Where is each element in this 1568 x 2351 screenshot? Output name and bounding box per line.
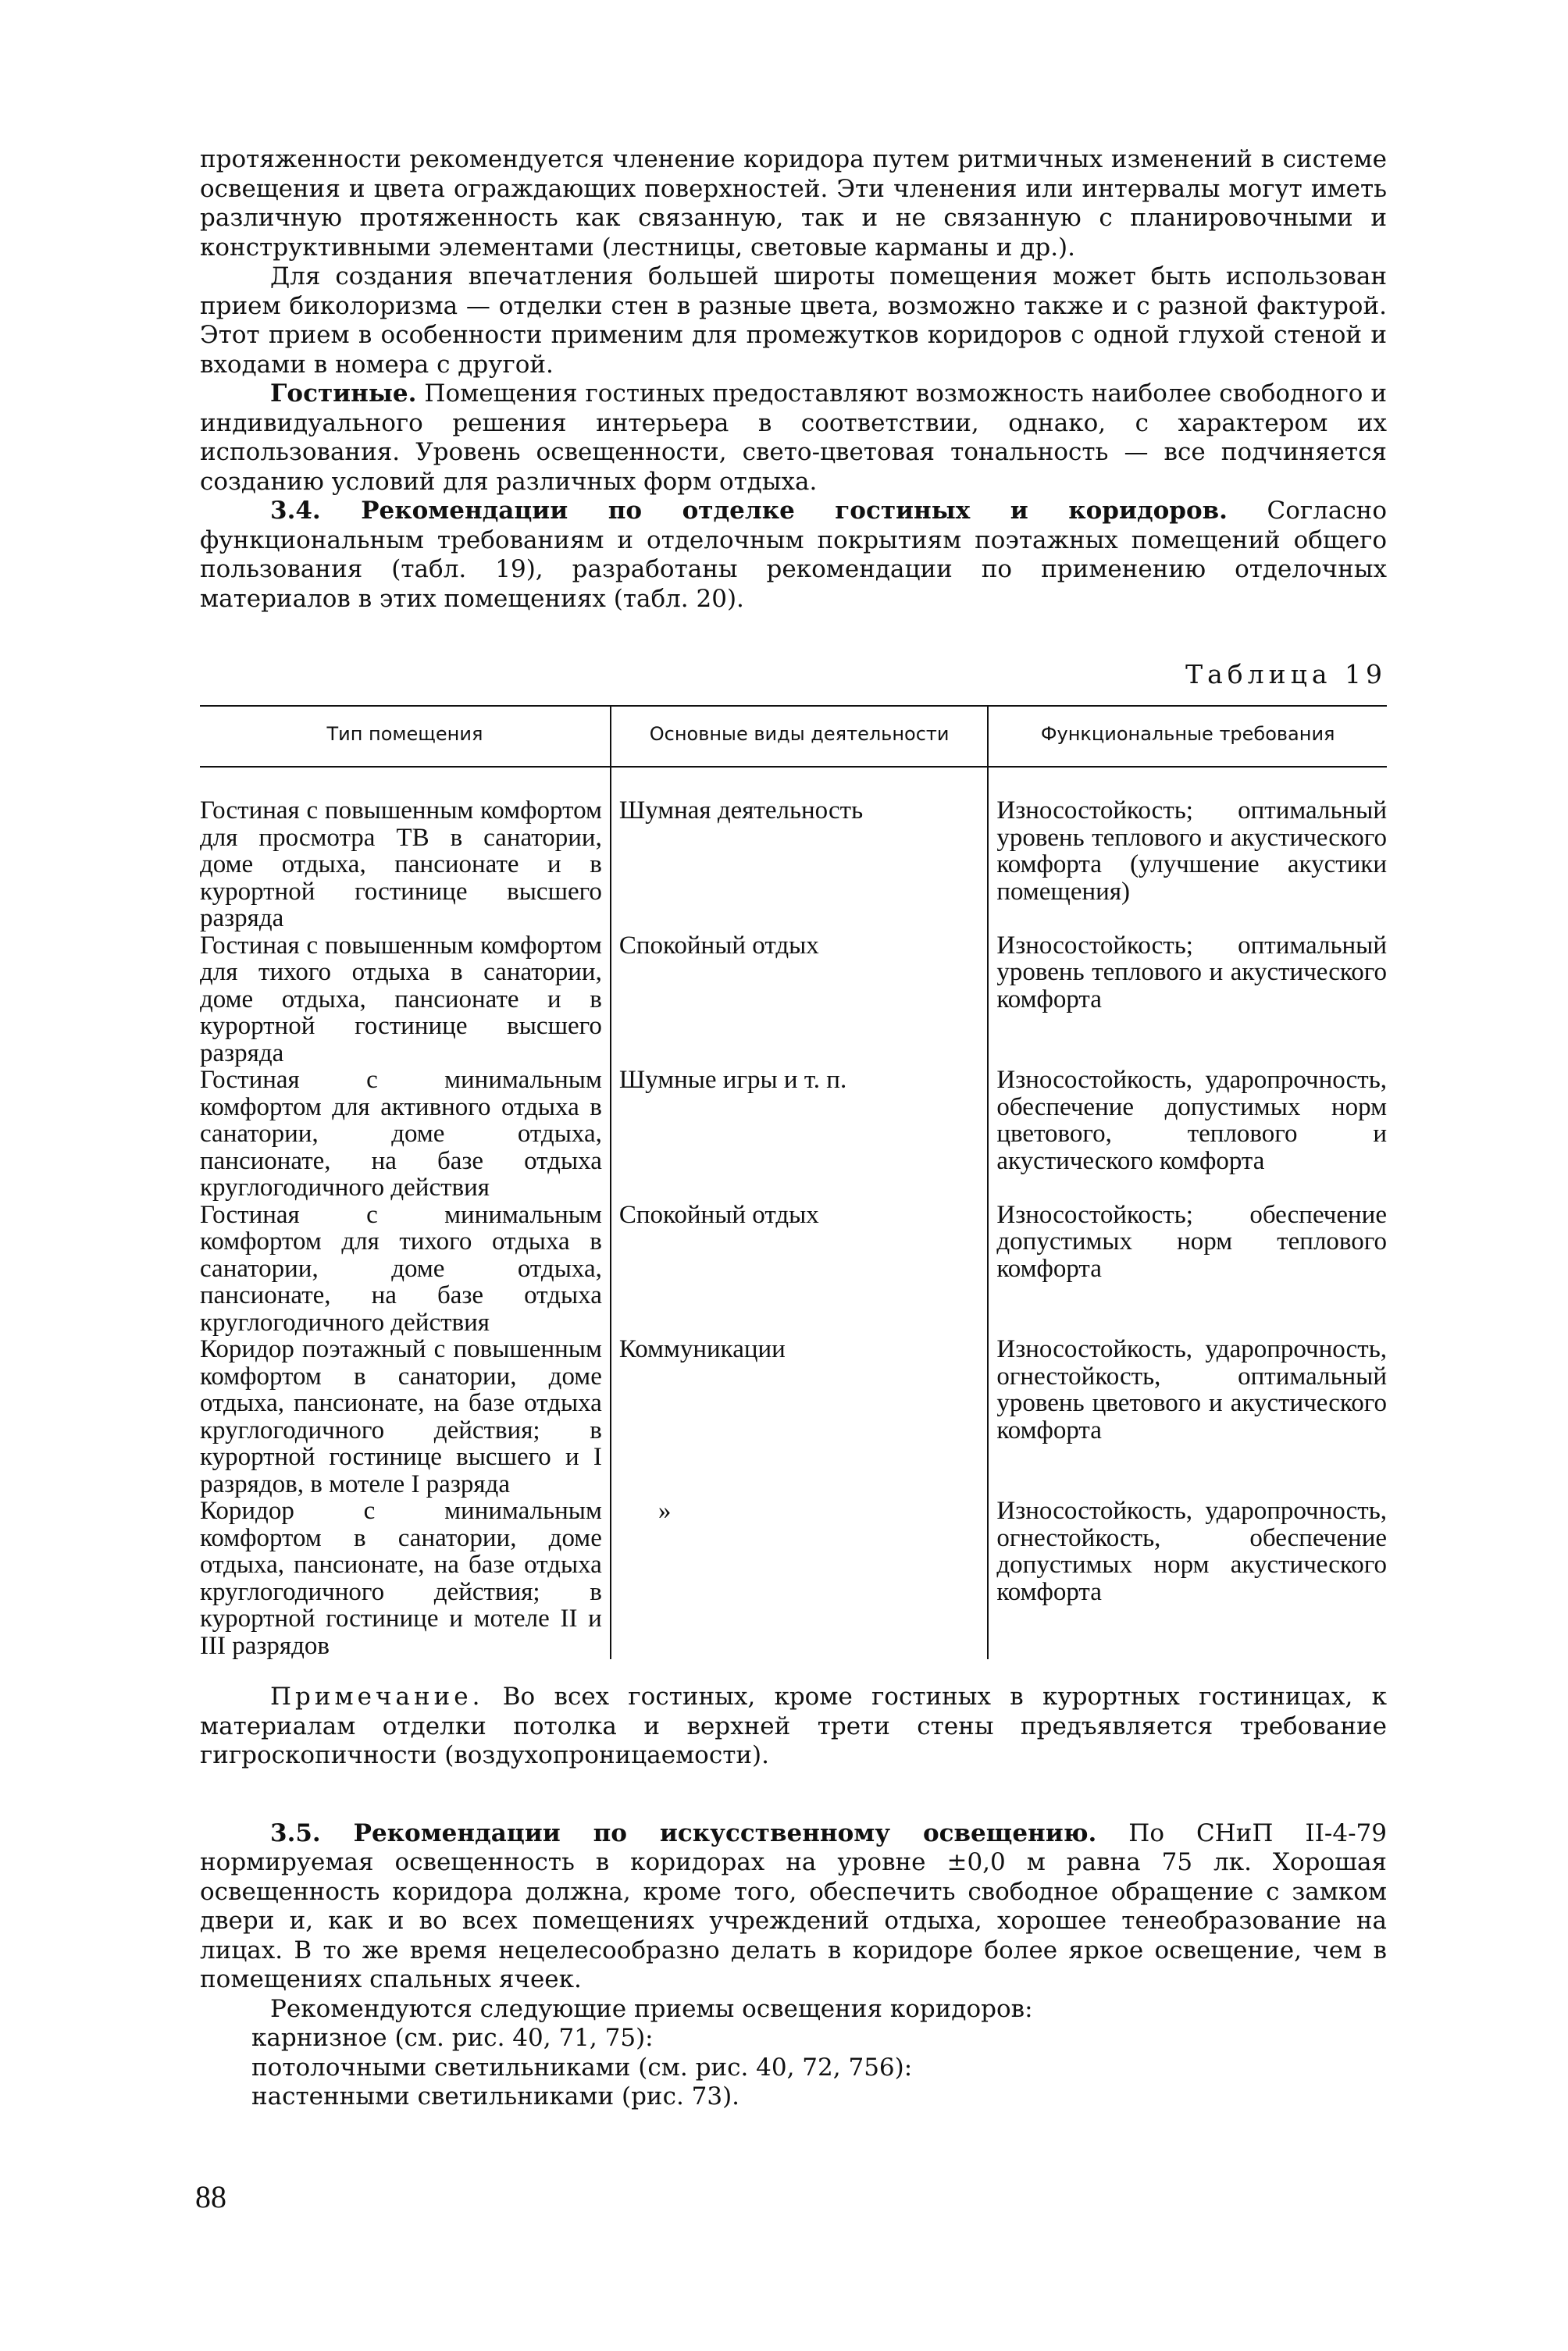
cell-room-type: Гостиная с повышенным комфортом для просмотра ТВ в санатории, доме отдыха, пансионате и в курортной гостинице высшего разряда <box>200 767 611 932</box>
lighting-list <box>251 2024 1387 2112</box>
cell-room-type: Коридор с минимальным комфортом в санатории, доме отдыха, пансионате, на базе отдыха круглогодичного действия; в курортной гостинице и мотеле II и III разрядов <box>200 1498 611 1659</box>
gostinye-text: Помещения гостиных предоставляют возможность наиболее свободного и индивидуального решения интерьера в соответствии, однако, с характером их использования. Уровень освещенности, свето-цветовая тональность — все подчиняется созданию условий для различных форм отдыха. <box>200 379 1387 496</box>
table-19 <box>200 705 1387 1659</box>
cell-requirements: Износостойкость, ударопрочность, огнестойкость, обеспечение допустимых норм акустического комфорта <box>996 1497 1387 1606</box>
page-number: 88 <box>195 2179 226 2214</box>
section-3-5-paragraph <box>200 1819 1387 1995</box>
cell-requirements: Износостойкость, ударопрочность, обеспечение допустимых норм цветового, теплового и акустического комфорта <box>996 1066 1387 1175</box>
intro-paragraph-1: протяженности рекомендуется членение коридора путем ритмичных изменений в системе освещения и цвета ограждающих поверхностей. Эти членения или интервалы могут иметь различную протяженность как связанную, так и не связанную с планировочными и конструктивными элементами (лестницы, световые карманы и др.). <box>200 145 1387 262</box>
table-row <box>200 932 1387 1067</box>
cell-room-type: Гостиная с минимальным комфортом для тихого отдыха в санатории, доме отдыха, пансионате, на базе отдыха круглогодичного действия <box>200 1202 611 1337</box>
section-3-4-text: Согласно функциональным требованиям и отделочным покрытиям поэтажных помещений общего пользования (табл. 19), разработаны рекомендации по применению отделочных материалов в этих помещениях (табл. 20). <box>200 497 1388 613</box>
header-room-type: Тип помещения <box>200 706 611 767</box>
gostinye-label: Гостиные. <box>270 379 417 408</box>
section-3-4-heading: 3.4. Рекомендации по отделке гостиных и коридоров. <box>270 497 1228 525</box>
table-row <box>200 767 1387 932</box>
gostinye-paragraph <box>200 379 1387 497</box>
cell-activity: Спокойный отдых <box>611 932 989 1067</box>
page-content <box>200 145 1387 2112</box>
list-item: карнизное (см. рис. 40, 71, 75): <box>251 2024 654 2052</box>
cell-room-type: Гостиная с минимальным комфортом для активного отдыха в санатории, доме отдыха, пансионате, на базе отдыха круглогодичного действия <box>200 1067 611 1202</box>
table-header-row <box>200 706 1387 767</box>
header-requirements: Функциональные требования <box>1040 723 1335 745</box>
table-row <box>200 1202 1387 1337</box>
cell-activity: » <box>611 1498 989 1659</box>
header-activities: Основные виды деятельности <box>611 706 989 767</box>
table-row <box>200 1067 1387 1202</box>
list-item: потолочными светильниками (см. рис. 40, 72, 756): <box>251 2053 913 2082</box>
cell-requirements: Износостойкость; оптимальный уровень теплового и акустического комфорта (улучшение акустики помещения) <box>996 796 1387 906</box>
list-item: настенными светильниками (рис. 73). <box>251 2082 740 2111</box>
cell-activity: Шумная деятельность <box>611 767 989 932</box>
table-row <box>200 1498 1387 1659</box>
section-3-5-heading: 3.5. Рекомендации по искусственному освещению. <box>270 1818 1097 1847</box>
note-label: Примечание. <box>270 1683 484 1711</box>
cell-room-type: Гостиная с повышенным комфортом для тихого отдыха в санатории, доме отдыха, пансионате и в курортной гостинице высшего разряда <box>200 932 611 1067</box>
table-row <box>200 1336 1387 1498</box>
section-3-4-paragraph <box>200 497 1387 614</box>
note-text: Во всех гостиных, кроме гостиных в курортных гостиницах, к материалам отделки потолка и верхней трети стены предъявляется требование гигроскопичности (воздухопроницаемости). <box>200 1683 1387 1769</box>
table-caption: Таблица 19 <box>1185 659 1387 689</box>
cell-activity: Спокойный отдых <box>611 1202 989 1337</box>
cell-activity: Шумные игры и т. п. <box>611 1067 989 1202</box>
table-note <box>200 1683 1387 1771</box>
cell-room-type: Коридор поэтажный с повышенным комфортом в санатории, доме отдыха, пансионате, на базе отдыха круглогодичного действия; в курортной гостинице высшего и I разрядов, в мотеле I разряда <box>200 1336 611 1498</box>
cell-requirements: Износостойкость, ударопрочность, огнестойкость, оптимальный уровень цветового и акустического комфорта <box>996 1335 1387 1444</box>
cell-activity: Коммуникации <box>611 1336 989 1498</box>
lighting-intro: Рекомендуются следующие приемы освещения коридоров: <box>270 1994 1033 2023</box>
section-3-5-text: По СНиП II-4-79 нормируемая освещенность в коридорах на уровне ±0,0 м равна 75 лк. Хорошая освещенность коридора должна, кроме того, обеспечить свободное обращение с замком двери и, как и во всех помещениях учреждений отдыха, хорошее тенеобразование на лицах. В то же время нецелесообразно делать в коридоре более яркое освещение, чем в помещениях спальных ячеек. <box>200 1818 1387 1993</box>
intro-paragraph-2: Для создания впечатления большей широты помещения может быть использован прием биколоризма — отделки стен в разные цвета, возможно также и с разной фактурой. Этот прием в особенности применим для промежутков коридоров с одной глухой стеной и входами в номера с другой. <box>200 262 1387 379</box>
cell-requirements: Износостойкость; оптимальный уровень теплового и акустического комфорта <box>996 931 1387 1013</box>
cell-requirements: Износостойкость; обеспечение допустимых норм теплового комфорта <box>996 1200 1387 1283</box>
